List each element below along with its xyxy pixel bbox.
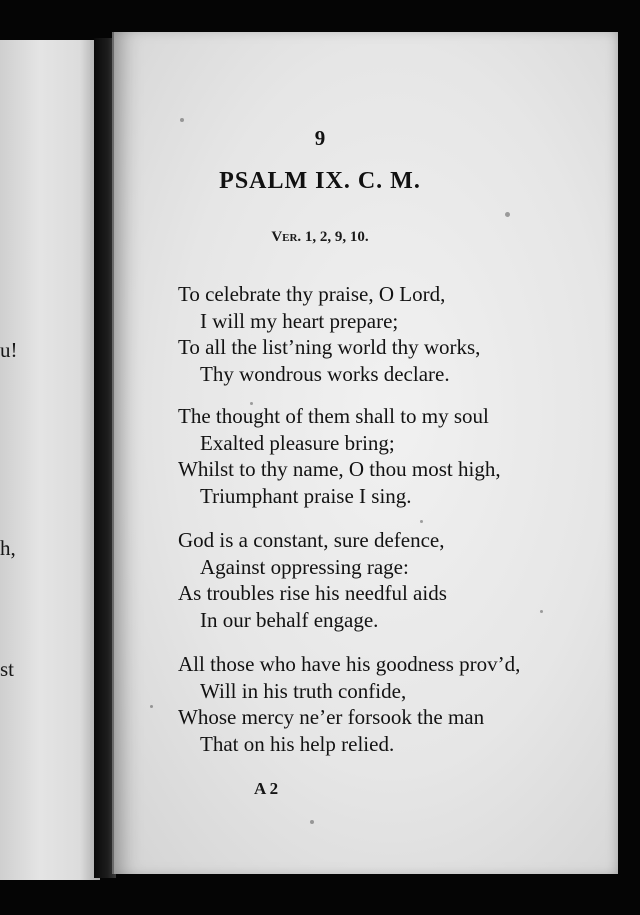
paper-speck — [310, 820, 314, 824]
verse-line: Thy wondrous works declare. — [200, 361, 450, 386]
stanza — [178, 403, 538, 509]
verse-line: I will my heart prepare; — [200, 308, 399, 333]
verse-line: Whose mercy ne’er forsook the man — [178, 705, 485, 729]
verse-line: God is a constant, sure defence, — [178, 528, 445, 552]
left-page-fragment: h, — [0, 536, 16, 560]
paper-speck — [150, 705, 153, 708]
stanza — [178, 651, 538, 757]
verse-line: To celebrate thy praise, O Lord, — [178, 282, 446, 306]
verse-line: All those who have his goodness prov’d, — [178, 652, 521, 676]
verse-line: Triumphant praise I sing. — [200, 483, 412, 508]
verse-line: As troubles rise his needful aids — [178, 581, 447, 605]
stanza — [178, 281, 538, 387]
psalm-title: PSALM IX. C. M. — [219, 168, 421, 194]
stanza — [178, 527, 538, 633]
paper-speck — [505, 212, 510, 217]
verse-line: To all the list’ning world thy works, — [178, 335, 481, 359]
paper-speck — [420, 520, 423, 523]
paper-speck — [540, 610, 543, 613]
left-page-fragment: st — [0, 657, 15, 681]
verse-line: Whilst to thy name, O thou most high, — [178, 457, 501, 481]
verse-line: Exalted pleasure bring; — [200, 430, 395, 455]
verse-line: Will in his truth confide, — [200, 678, 407, 703]
verse-line: Against oppressing rage: — [200, 554, 409, 579]
signature-mark: A 2 — [254, 779, 279, 798]
paper-speck — [180, 118, 184, 122]
verse-line: In our behalf engage. — [200, 607, 379, 632]
left-page-edge — [0, 40, 100, 880]
left-page-fragment: u! — [0, 338, 18, 362]
verses-reference: Ver. 1, 2, 9, 10. — [271, 229, 369, 245]
verse-line: That on his help relied. — [200, 731, 395, 756]
verse-line: The thought of them shall to my soul — [178, 404, 489, 428]
page-number: 9 — [314, 126, 326, 150]
